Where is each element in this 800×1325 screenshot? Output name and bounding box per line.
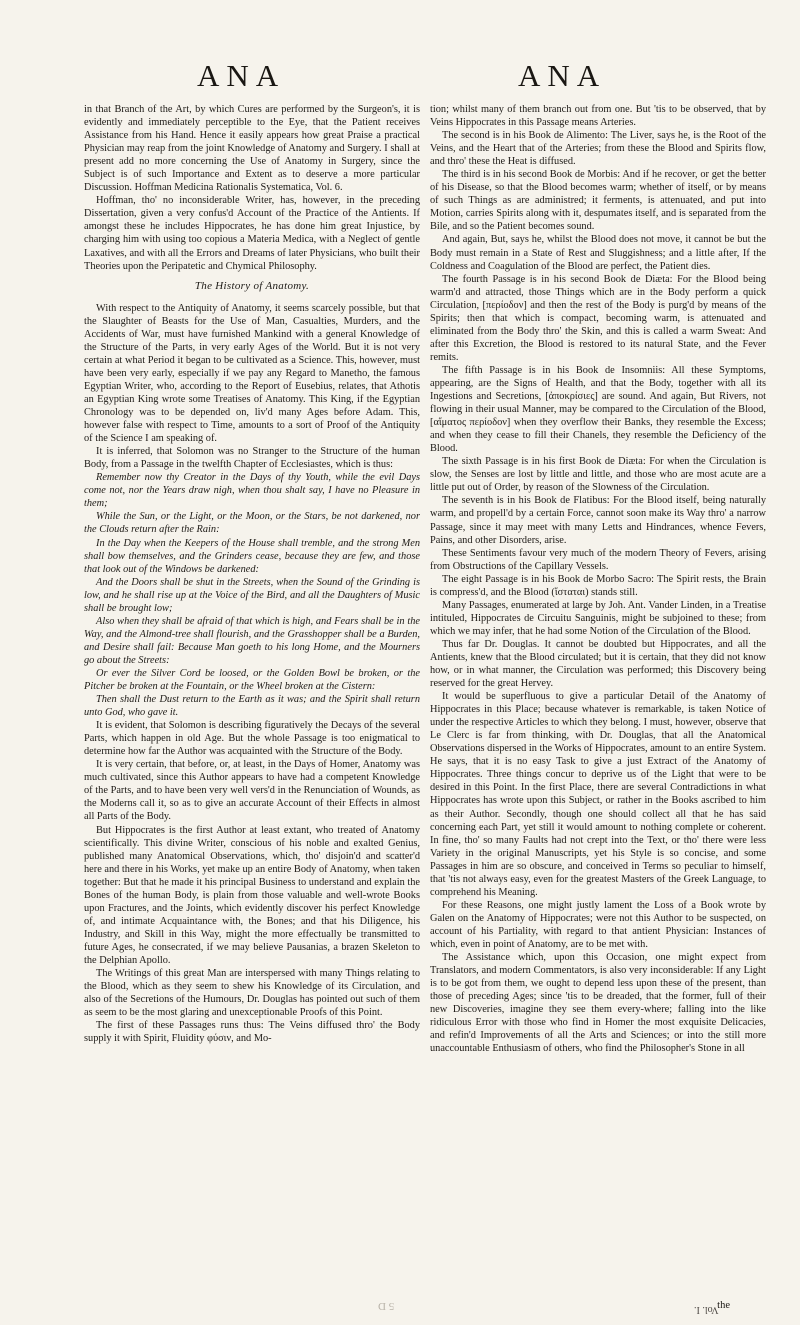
paragraph: These Sentiments favour very much of the modern Theory of Fevers, arising from Obstructions of the Capillary Vessels. [430,547,766,572]
paragraph: Thus far Dr. Douglas. It cannot be doubted but Hippocrates, and all the Antients, knew that the Blood circulated; but it is certain, that they did not know how, or in what manner, the Circulation was performed; this Discovery being reserved for the great Hervey. [430,638,766,690]
paragraph: The Assistance which, upon this Occasion, one might expect from Translators, and modern Commentators, is also very inconsiderable: If any Light is to be got from them, we ought to depend less upon these of the present, than those of preceding Ages; since 'tis to be dreaded, that the former, full of their new Discoveries, imagine they see them every-where; falling into the like ridiculous Error with those who find in Homer the most exquisite Delicacies, and refin'd Improvements of all the Arts and Sciences; or into the still more unaccountable Enthusiasm of others, who find the Philosopher's Stone in all [430,952,766,1055]
left-column [84,103,420,1303]
volume-signature: Vol. I. [694,1304,719,1315]
paragraph: But Hippocrates is the first Author at least extant, who treated of Anatomy scientifically. This divine Writer, conscious of his noble and exalted Genius, published many Anatomical Observations, which, tho' disjoin'd and scatter'd here and there in his Works, yet make up an entire Body of Anatomy, when taken together: But that he made it his principal Business to understand and explain the Bones of the human Body, is plain from those valuable and well-wrote Books upon Fractures, and the Joints, which evidently discover his perfect Knowledge of, and intimate Acquaintance with, the Bones; and that his Diligence, his Industry, and Skill in this Way, might the more effectually be transmitted to future Ages, he consecrated, if we may believe Pausanias, a brazen Skeleton to the Delphian Apollo. [84,824,420,966]
running-head-left: ANA [197,58,286,93]
paragraph: And again, But, says he, whilst the Blood does not move, it cannot be but the Body must remain in a State of Rest and Sluggishness; and a little after, If the Coldness and Coagulation of the Blood are perfect, the Patient dies. [430,234,766,272]
paragraph: The second is in his Book de Alimento: The Liver, says he, is the Root of the Veins, and the Heart that of the Arteries; from these the Blood and Spirits flow, and thro' these the Heat is diffused. [430,130,766,168]
running-head-right: ANA [518,58,607,93]
quoted-verse: And the Doors shall be shut in the Streets, when the Sound of the Grinding is low, and he shall rise up at the Voice of the Bird, and all the Daughters of Music shall be brought low; [84,576,420,614]
paragraph: Many Passages, enumerated at large by Joh. Ant. Vander Linden, in a Treatise intituled, Hippocrates de Circuitu Sanguinis, might be subjoined to these; from which we may infer, that he had some Notion of the Circulation of the Blood. [430,599,766,637]
section-heading: The History of Anatomy. [194,279,310,292]
paragraph: The Writings of this great Man are interspersed with many Things relating to the Blood, which as they seem to shew his Knowledge of its Circulation, and also of the Secretions of the Humours, Dr. Douglas has pointed out such of them as seem to be the most glaring and unexceptionable Proofs of this Point. [84,968,420,1019]
paragraph: With respect to the Antiquity of Anatomy, it seems scarcely possible, but that the Slaughter of Beasts for the Use of Man, Casualties, Murders, and the Accidents of War, must have furnished Mankind with a general Knowledge of the Structure of the Parts, in very early Ages of the World. But it is not very certain at what Period it began to be cultivated as a Science. This, however, must have been very early, especially if we pay any Regard to Manetho, the famous Egyptian Writer, who, according to the Report of Eusebius, relates, that Athotis an Egyptian King wrote some Treatises of Anatomy. This King, if the Egyptian Chronology was to be depended on, liv'd many Ages before Adam. This, however false with respect to Time, amounts to a sort of Proof of the Antiquity of the Science I am speaking of. [84,302,420,445]
paragraph: tion; whilst many of them branch out from one. But 'tis to be observed, that by Veins Hippocrates in this Passage means Arteries. [430,104,766,129]
paragraph: It is inferred, that Solomon was no Stranger to the Structure of the human Body, from a Passage in the twelfth Chapter of Ecclesiastes, which is thus: [84,446,420,471]
paragraph: It is very certain, that before, or, at least, in the Days of Homer, Anatomy was much cultivated, since this Author appears to have had a competent Knowledge of the Parts, and to have been very well vers'd in the Renunciation of Wounds, as the Moderns call it, so as to give an accurate Account of their Effects in almost all Parts of the Body. [84,759,420,823]
quoted-verse: Or ever the Silver Cord be loosed, or the Golden Bowl be broken, or the Pitcher be broken at the Fountain, or the Wheel broken at the Cistern: [84,667,420,693]
paragraph: Hoffman, tho' no inconsiderable Writer, has, however, in the preceding Dissertation, given a very confus'd Account of the Practice of the Antients. If amongst these he includes Hippocrates, he has done him great Injustice, by charging him with using too copious a Materia Medica, with a Neglect of gentle Laxatives, and with all the Errors and Dreams of later Physicians, who built their Theories upon the Peripatetic and Chymical Philosophy. [84,195,420,272]
quoted-verse: Also when they shall be afraid of that which is high, and Fears shall be in the Way, and the Almond-tree shall flourish, and the Grasshopper shall be a Burden, and Desire shall fail: Because Man goeth to his long Home, and the Mourners go about the Streets: [84,615,420,666]
paragraph: in that Branch of the Art, by which Cures are performed by the Surgeon's, it is evidently and immediately perceptible to the Eye, that the Patient receives Assistance from his Hand. Hence it easily appears how great Praise a practical Physician may reap from the joint Knowledge of Anatomy and Surgery. I shall at present add no more concerning the Use of Anatomy in Surgery, since the Subject is of such Importance and Extent as to deserve a more particular Discussion. Hoffman Medicina Rationalis Systematica, Vol. 6. [84,104,420,194]
paragraph: The sixth Passage is in his first Book de Diæta: For when the Circulation is slow, the Senses are lost by little and little, and those who are most acute are a little put out of Order, by reason of the Slowness of the Circulation. [430,456,766,494]
quoted-verse: Remember now thy Creator in the Days of thy Youth, while the evil Days come not, nor the Years draw nigh, when thou shalt say, I have no Pleasure in them; [84,472,420,510]
paragraph: The eight Passage is in his Book de Morbo Sacro: The Spirit rests, the Brain is compress'd, and the Blood (ἵσταται) stands still. [430,573,766,598]
catchword: the [717,1300,730,1311]
paragraph: The fourth Passage is in his second Book de Diæta: For the Blood being warm'd and attracted, those Things which are in the Body perform a quick Circulation, [περίοδον] and then the rest of the Body is purg'd by means of the Spirits; then that which is compact, becoming warm, is attenuated and eliminated from the Body thro' the Skin, and this is called a warm Sweat: And after this Excretion, the Blood is restored to its natural State, and the Fever remits. [430,273,766,363]
signature-mark: 5 D [378,1300,395,1312]
paragraph: The fifth Passage is in his Book de Insomniis: All these Symptoms, appearing, are the Signs of Health, and that the Body, together with all its Ingestions and Secretions, [ἀποκρίσιες] are sound. And again, But Rivers, not flowing in their usual Manner, may be compared to the Circulation of the Blood, [αἵματος περίοδον] when they overflow their Banks, they resemble the Excess; and when they cease to fill their Chanels, they resemble the Deficiency of the Blood. [430,364,766,455]
quoted-verse: While the Sun, or the Light, or the Moon, or the Stars, be not darkened, nor the Clouds return after the Rain: [84,511,420,536]
paragraph: The first of these Passages runs thus: The Veins diffused thro' the Body supply it with Spirit, Fluidity φύσιν, and Mo- [84,1020,420,1045]
paragraph: The seventh is in his Book de Flatibus: For the Blood itself, being naturally warm, and propell'd by a certain Force, cannot soon make its Way thro' a narrow Passage, since it may meet with many Letts and Hindrances, whence Fevers, Pains, and other Disorders, arise. [430,495,766,546]
quoted-verse: Then shall the Dust return to the Earth as it was; and the Spirit shall return unto God, who gave it. [84,694,420,719]
paragraph: It is evident, that Solomon is describing figuratively the Decays of the several Parts, which happen in old Age. But the whole Passage is too enigmatical to determine how far the Author was acquainted with the Structure of the Body. [84,720,420,758]
paragraph: The third is in his second Book de Morbis: And if he recover, or get the better of his Disease, so that the Blood becomes warm; whether of itself, or by means of such Things as are administred; it ferments, is attenuated, and put into Motion, carries Spirits along with it, despumates itself, and is separated from the Bile, and so the Patient becomes sound. [430,169,766,233]
paragraph: For these Reasons, one might justly lament the Loss of a Book wrote by Galen on the Anatomy of Hippocrates; were not this Author to be suspected, on account of his Partiality, with regard to that antient Physician: Instances of which, even in point of Anatomy, are to be met with. [430,899,766,950]
quoted-verse: In the Day when the Keepers of the House shall tremble, and the strong Men shall bow themselves, and the Grinders cease, because they are few, and those that look out of the Windows be darkened: [84,537,420,575]
right-column [430,103,766,1303]
paragraph: It would be superfluous to give a particular Detail of the Anatomy of Hippocrates in this Place; because whatever is remarkable, is taken Notice of under the respective Articles to which they belong. I must, however, observe that Le Clerc is far from thinking, with Dr. Douglas, that all the Anatomical Observations dispersed in the Works of Hippocrates, amount to an entire System. He says, that it is no easy Task to give a just Extract of the Anatomy of Hippocrates. Three things concur to deprive us of the Light that were to be desired in this Point. In the first Place, there are several Contradictions in what Hippocrates has wrote upon this Subject, or rather in the Books ascribed to him as their Author. Secondly, though one should collect all that he has said concerning each Part, yet still it would amount to nothing complete or coherent. In fine, tho' so many Faults had not crept into the Text, or tho' there were less Variety in the original Manuscripts, yet his Style is so concise, and some Passages in him are so obscure, and conceived in Terms so peculiar to himself, that 'tis not always easy, even for the greatest Masters of the Greek Language, to comprehend his Meaning. [430,691,766,898]
